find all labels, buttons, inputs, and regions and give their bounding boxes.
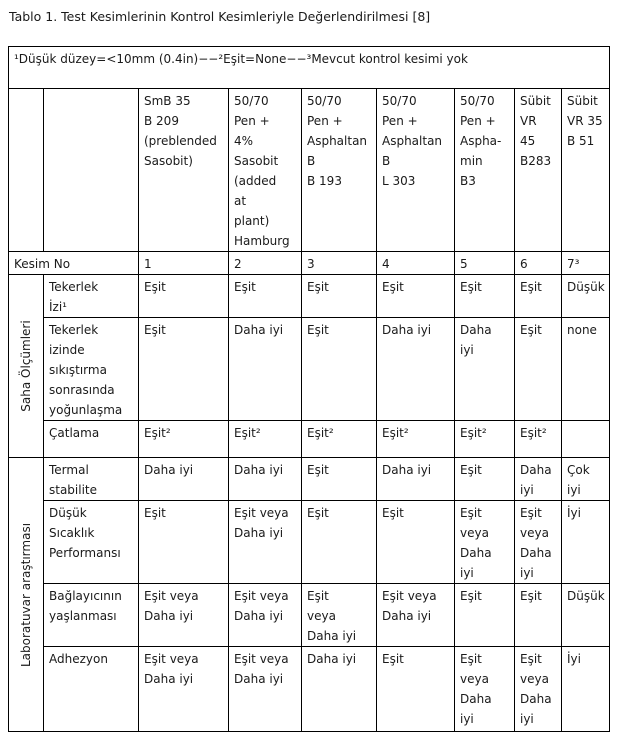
table-cell: Eşit² bbox=[377, 421, 455, 458]
table-cell: Eşit bbox=[455, 458, 515, 501]
table-cell: Eşit² bbox=[515, 421, 562, 458]
header-empty-cell bbox=[44, 89, 139, 252]
table-cell: Eşit bbox=[515, 318, 562, 421]
row-label: Adhezyon bbox=[44, 647, 139, 732]
row-label: Tekerlek İzi¹ bbox=[44, 275, 139, 318]
kesim-number-5: 5 bbox=[455, 252, 515, 275]
table-cell bbox=[562, 421, 610, 458]
table-cell: Eşit bbox=[302, 318, 377, 421]
row-label: Tekerlek izinde sıkıştırma sonrasında yoğunlaşma bbox=[44, 318, 139, 421]
evaluation-table bbox=[8, 46, 610, 732]
table-row bbox=[9, 421, 610, 458]
table-cell: Daha iyi bbox=[229, 318, 302, 421]
table-cell: none bbox=[562, 318, 610, 421]
column-header-5: 50/70 Pen + Aspha- min B3 bbox=[455, 89, 515, 252]
table-cell: Eşit bbox=[229, 275, 302, 318]
kesim-number-1: 1 bbox=[139, 252, 229, 275]
group-label-text: Saha Ölçümleri bbox=[19, 320, 33, 412]
row-label: Çatlama bbox=[44, 421, 139, 458]
table-cell: Daha iyi bbox=[515, 458, 562, 501]
table-cell: Düşük bbox=[562, 275, 610, 318]
table-row bbox=[9, 318, 610, 421]
column-header-4: 50/70 Pen + Asphaltan B L 303 bbox=[377, 89, 455, 252]
table-cell: Eşit bbox=[377, 275, 455, 318]
table-cell: Eşit bbox=[302, 458, 377, 501]
table-cell: Eşit veya Daha iyi bbox=[229, 501, 302, 584]
table-cell: Eşit bbox=[139, 318, 229, 421]
table-cell: Çok iyi bbox=[562, 458, 610, 501]
table-cell: Eşit veya Daha iyi bbox=[302, 584, 377, 647]
row-label: Düşük Sıcaklık Performansı bbox=[44, 501, 139, 584]
column-header-1: SmB 35 B 209 (preblended Sasobit) bbox=[139, 89, 229, 252]
table-cell: Eşit bbox=[515, 275, 562, 318]
note-row bbox=[9, 47, 610, 89]
table-cell: Eşit bbox=[455, 584, 515, 647]
table-row bbox=[9, 647, 610, 732]
table-cell: Eşit bbox=[139, 501, 229, 584]
group-label-1 bbox=[9, 275, 44, 458]
table-cell: Eşit bbox=[302, 501, 377, 584]
table-cell: Eşit veya Daha iyi bbox=[455, 501, 515, 584]
table-cell: Eşit bbox=[377, 501, 455, 584]
table-cell: Eşit veya Daha iyi bbox=[515, 501, 562, 584]
table-cell: Daha iyi bbox=[377, 458, 455, 501]
kesim-row bbox=[9, 252, 610, 275]
table-cell: İyi bbox=[562, 647, 610, 732]
table-cell: Eşit bbox=[455, 275, 515, 318]
row-label: Bağlayıcının yaşlanması bbox=[44, 584, 139, 647]
table-cell: Eşit veya Daha iyi bbox=[455, 647, 515, 732]
table-cell: Daha iyi bbox=[139, 458, 229, 501]
table-cell: Eşit veya Daha iyi bbox=[515, 647, 562, 732]
table-cell: Eşit bbox=[377, 647, 455, 732]
group-label-2 bbox=[9, 458, 44, 732]
table-cell: Eşit veya Daha iyi bbox=[377, 584, 455, 647]
kesim-number-6: 6 bbox=[515, 252, 562, 275]
table-cell: Eşit veya Daha iyi bbox=[139, 584, 229, 647]
table-cell: Eşit² bbox=[229, 421, 302, 458]
header-row bbox=[9, 89, 610, 252]
footnote-cell: ¹Düşük düzey=<10mm (0.4in)−−²Eşit=None−−³Mevcut kontrol kesimi yok bbox=[9, 47, 610, 89]
table-caption: Tablo 1. Test Kesimlerinin Kontrol Kesimleriyle Değerlendirilmesi [8] bbox=[9, 9, 431, 24]
group-label-text: Laboratuvar araştırması bbox=[19, 522, 33, 667]
table-cell: Daha iyi bbox=[455, 318, 515, 421]
kesim-number-4: 4 bbox=[377, 252, 455, 275]
table-row bbox=[9, 275, 610, 318]
table-cell: Eşit veya Daha iyi bbox=[139, 647, 229, 732]
table-row bbox=[9, 458, 610, 501]
table-cell: Eşit² bbox=[455, 421, 515, 458]
table-cell: Düşük bbox=[562, 584, 610, 647]
column-header-7: Sübit VR 35 B 51 bbox=[562, 89, 610, 252]
table-cell: Eşit bbox=[139, 275, 229, 318]
table-row bbox=[9, 501, 610, 584]
header-empty-cell bbox=[9, 89, 44, 252]
table-cell: İyi bbox=[562, 501, 610, 584]
table-cell: Eşit² bbox=[302, 421, 377, 458]
kesim-number-7: 7³ bbox=[562, 252, 610, 275]
table-cell: Eşit² bbox=[139, 421, 229, 458]
row-label: Termal stabilite bbox=[44, 458, 139, 501]
column-header-2: 50/70 Pen + 4% Sasobit (added at plant) Hamburg bbox=[229, 89, 302, 252]
table-cell: Eşit veya Daha iyi bbox=[229, 647, 302, 732]
table-cell: Daha iyi bbox=[302, 647, 377, 732]
table-cell: Daha iyi bbox=[377, 318, 455, 421]
column-header-6: Sübit VR 45 B283 bbox=[515, 89, 562, 252]
kesim-label: Kesim No bbox=[9, 252, 139, 275]
kesim-number-2: 2 bbox=[229, 252, 302, 275]
table-cell: Eşit bbox=[515, 584, 562, 647]
kesim-number-3: 3 bbox=[302, 252, 377, 275]
column-header-3: 50/70 Pen + Asphaltan B B 193 bbox=[302, 89, 377, 252]
table-row bbox=[9, 584, 610, 647]
table-cell: Daha iyi bbox=[229, 458, 302, 501]
table-cell: Eşit veya Daha iyi bbox=[229, 584, 302, 647]
table-cell: Eşit bbox=[302, 275, 377, 318]
